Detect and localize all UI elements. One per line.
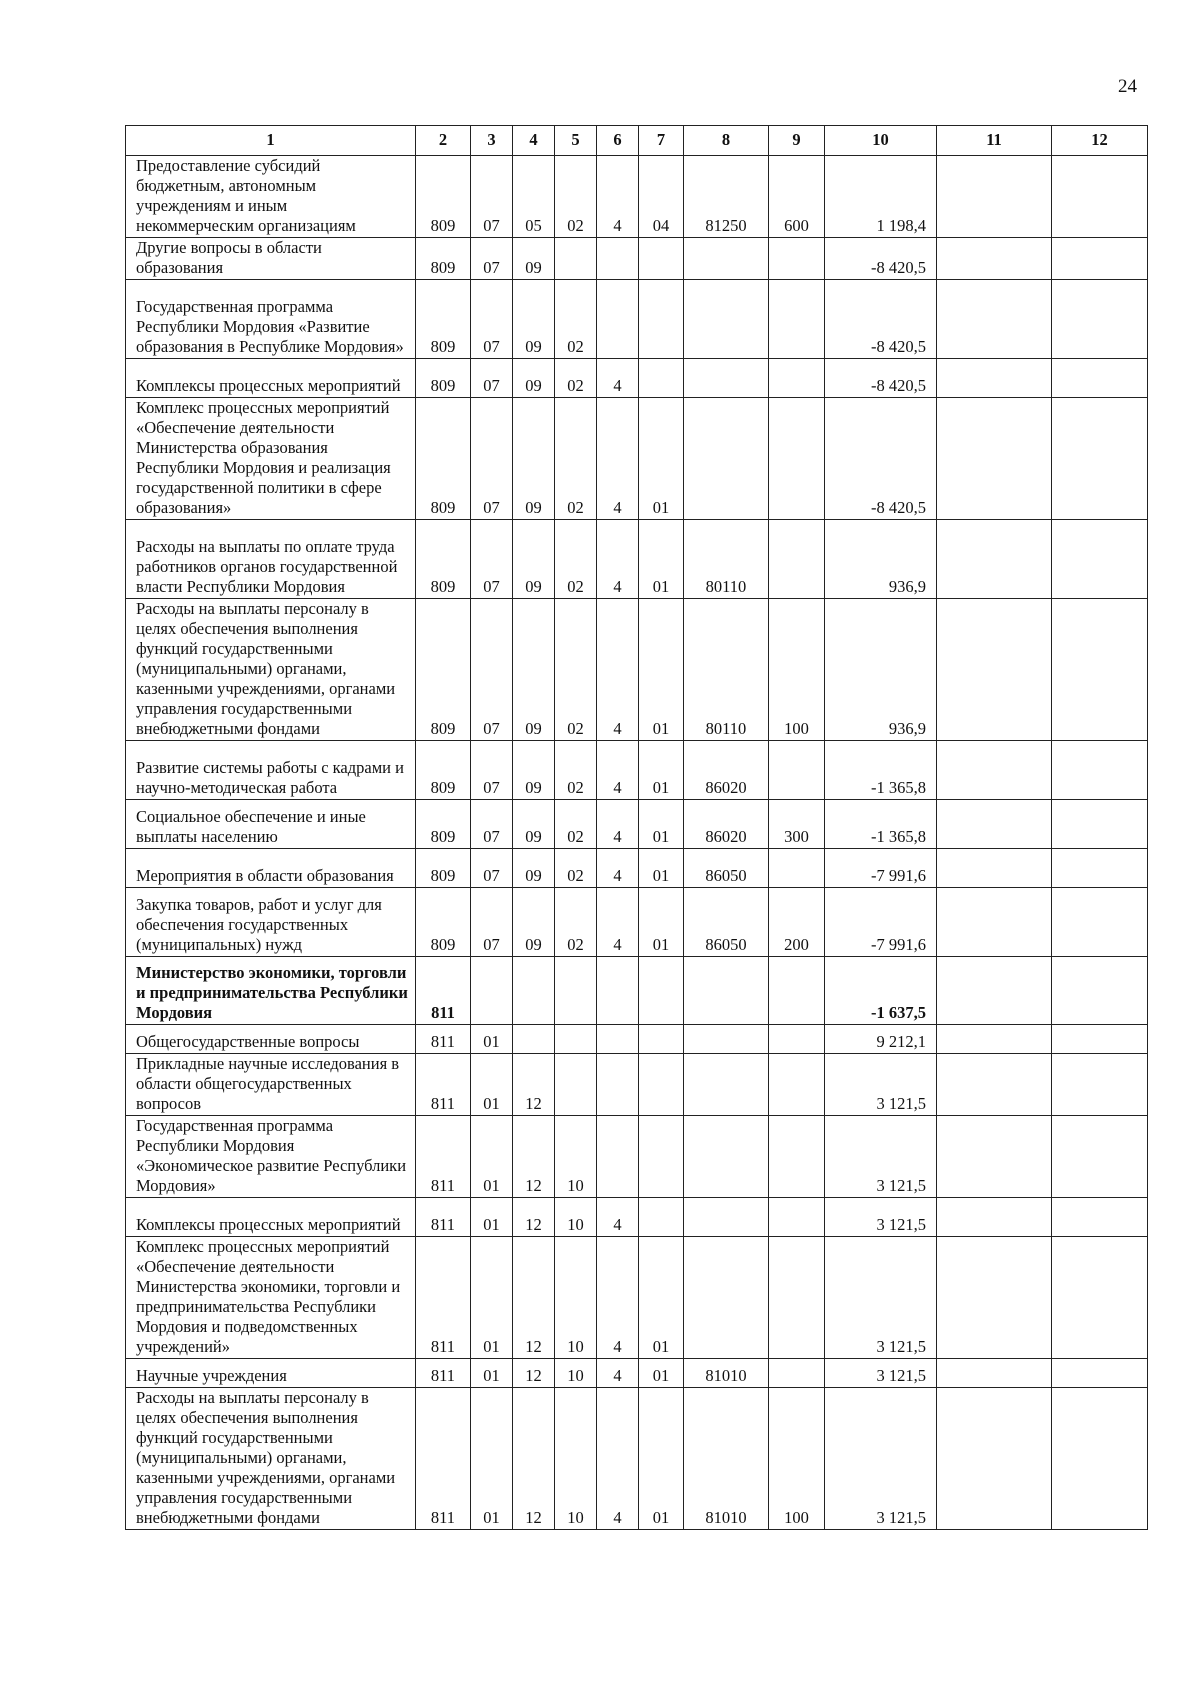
code-cell-c5: 10: [555, 1359, 597, 1388]
code-cell-c9: 300: [769, 800, 825, 849]
code-cell-c7: 01: [639, 1359, 684, 1388]
code-cell-c4: 12: [513, 1116, 555, 1198]
amount-cell: -8 420,5: [825, 280, 937, 359]
code-cell-c9: [769, 741, 825, 800]
code-cell-c7: 01: [639, 599, 684, 741]
table-row: [126, 957, 1148, 1025]
code-cell-c3: 01: [471, 1198, 513, 1237]
empty-cell-c11: [937, 359, 1052, 398]
code-cell-c9: [769, 957, 825, 1025]
code-cell-c9: 600: [769, 156, 825, 238]
empty-cell-c12: [1052, 520, 1148, 599]
table-row: [126, 280, 1148, 359]
code-cell-c2: 811: [416, 1388, 471, 1530]
code-cell-c7: 04: [639, 156, 684, 238]
budget-table: [125, 125, 1148, 1530]
empty-cell-c11: [937, 800, 1052, 849]
code-cell-c8: 81250: [684, 156, 769, 238]
code-cell-c3: [471, 957, 513, 1025]
code-cell-c2: 811: [416, 1025, 471, 1054]
row-name: Закупка товаров, работ и услуг для обеспечения государственных (муниципальных) нужд: [126, 888, 416, 957]
table-row: [126, 1025, 1148, 1054]
code-cell-c8: 86050: [684, 888, 769, 957]
empty-cell-c11: [937, 957, 1052, 1025]
code-cell-c3: 01: [471, 1388, 513, 1530]
column-header-2: 2: [416, 126, 471, 156]
code-cell-c9: [769, 280, 825, 359]
table-row: [126, 800, 1148, 849]
code-cell-c8: 86020: [684, 800, 769, 849]
code-cell-c6: 4: [597, 599, 639, 741]
code-cell-c6: 4: [597, 156, 639, 238]
code-cell-c7: [639, 957, 684, 1025]
table-row: [126, 1237, 1148, 1359]
code-cell-c6: 4: [597, 1359, 639, 1388]
code-cell-c8: [684, 1116, 769, 1198]
code-cell-c8: [684, 1054, 769, 1116]
code-cell-c6: 4: [597, 1198, 639, 1237]
amount-cell: -8 420,5: [825, 398, 937, 520]
code-cell-c3: 07: [471, 359, 513, 398]
code-cell-c9: [769, 398, 825, 520]
amount-cell: 1 198,4: [825, 156, 937, 238]
row-name: Научные учреждения: [126, 1359, 416, 1388]
code-cell-c6: 4: [597, 1237, 639, 1359]
code-cell-c2: 809: [416, 398, 471, 520]
column-header-9: 9: [769, 126, 825, 156]
code-cell-c5: 10: [555, 1116, 597, 1198]
empty-cell-c12: [1052, 359, 1148, 398]
amount-cell: 3 121,5: [825, 1237, 937, 1359]
code-cell-c7: [639, 1054, 684, 1116]
code-cell-c7: 01: [639, 520, 684, 599]
code-cell-c3: 07: [471, 849, 513, 888]
code-cell-c8: 81010: [684, 1359, 769, 1388]
code-cell-c4: 09: [513, 599, 555, 741]
table-row: [126, 359, 1148, 398]
amount-cell: -7 991,6: [825, 849, 937, 888]
code-cell-c7: 01: [639, 800, 684, 849]
code-cell-c6: 4: [597, 1388, 639, 1530]
row-name: Предоставление субсидий бюджетным, автономным учреждениям и иным некоммерческим организациям: [126, 156, 416, 238]
amount-cell: 3 121,5: [825, 1054, 937, 1116]
code-cell-c7: 01: [639, 888, 684, 957]
code-cell-c4: 12: [513, 1359, 555, 1388]
column-header-4: 4: [513, 126, 555, 156]
code-cell-c7: [639, 238, 684, 280]
amount-cell: 3 121,5: [825, 1198, 937, 1237]
code-cell-c4: 09: [513, 280, 555, 359]
code-cell-c6: [597, 1054, 639, 1116]
code-cell-c2: 809: [416, 280, 471, 359]
code-cell-c3: 07: [471, 238, 513, 280]
empty-cell-c12: [1052, 1198, 1148, 1237]
row-name: Государственная программа Республики Мордовия «Развитие образования в Республике Мордовия»: [126, 280, 416, 359]
code-cell-c4: 12: [513, 1388, 555, 1530]
code-cell-c3: 07: [471, 280, 513, 359]
column-header-5: 5: [555, 126, 597, 156]
code-cell-c3: 01: [471, 1116, 513, 1198]
code-cell-c7: [639, 280, 684, 359]
code-cell-c2: 809: [416, 741, 471, 800]
amount-cell: -1 637,5: [825, 957, 937, 1025]
amount-cell: 936,9: [825, 520, 937, 599]
code-cell-c6: 4: [597, 800, 639, 849]
code-cell-c3: 01: [471, 1359, 513, 1388]
code-cell-c6: [597, 280, 639, 359]
code-cell-c4: [513, 957, 555, 1025]
row-name: Комплексы процессных мероприятий: [126, 1198, 416, 1237]
table-row: [126, 1054, 1148, 1116]
code-cell-c9: 100: [769, 599, 825, 741]
code-cell-c6: [597, 957, 639, 1025]
code-cell-c9: [769, 238, 825, 280]
code-cell-c2: 809: [416, 238, 471, 280]
code-cell-c8: [684, 1025, 769, 1054]
empty-cell-c12: [1052, 238, 1148, 280]
table-row: [126, 398, 1148, 520]
code-cell-c3: 07: [471, 888, 513, 957]
empty-cell-c11: [937, 1116, 1052, 1198]
empty-cell-c12: [1052, 156, 1148, 238]
empty-cell-c12: [1052, 888, 1148, 957]
code-cell-c9: [769, 1054, 825, 1116]
empty-cell-c11: [937, 398, 1052, 520]
empty-cell-c11: [937, 156, 1052, 238]
code-cell-c6: [597, 238, 639, 280]
row-name: Развитие системы работы с кадрами и научно-методическая работа: [126, 741, 416, 800]
column-header-7: 7: [639, 126, 684, 156]
table-row: [126, 520, 1148, 599]
code-cell-c2: 809: [416, 359, 471, 398]
code-cell-c8: [684, 1237, 769, 1359]
code-cell-c9: [769, 849, 825, 888]
code-cell-c5: 02: [555, 280, 597, 359]
code-cell-c7: 01: [639, 398, 684, 520]
code-cell-c2: 811: [416, 1237, 471, 1359]
code-cell-c6: 4: [597, 520, 639, 599]
code-cell-c4: 09: [513, 238, 555, 280]
empty-cell-c11: [937, 849, 1052, 888]
code-cell-c9: [769, 1116, 825, 1198]
empty-cell-c11: [937, 520, 1052, 599]
column-header-6: 6: [597, 126, 639, 156]
column-header-1: 1: [126, 126, 416, 156]
code-cell-c4: 09: [513, 398, 555, 520]
empty-cell-c11: [937, 741, 1052, 800]
code-cell-c3: 07: [471, 741, 513, 800]
code-cell-c2: 811: [416, 1116, 471, 1198]
code-cell-c3: 07: [471, 599, 513, 741]
amount-cell: 3 121,5: [825, 1116, 937, 1198]
code-cell-c8: [684, 280, 769, 359]
code-cell-c5: 02: [555, 800, 597, 849]
code-cell-c2: 811: [416, 1198, 471, 1237]
code-cell-c5: 10: [555, 1388, 597, 1530]
code-cell-c3: 07: [471, 520, 513, 599]
row-name: Государственная программа Республики Мордовия «Экономическое развитие Республики Мордовия»: [126, 1116, 416, 1198]
row-name: Комплексы процессных мероприятий: [126, 359, 416, 398]
code-cell-c3: 07: [471, 800, 513, 849]
amount-cell: 936,9: [825, 599, 937, 741]
code-cell-c5: 02: [555, 849, 597, 888]
column-header-12: 12: [1052, 126, 1148, 156]
code-cell-c7: [639, 1116, 684, 1198]
row-name: Социальное обеспечение и иные выплаты населению: [126, 800, 416, 849]
row-name: Расходы на выплаты по оплате труда работников органов государственной власти Республики Мордовия: [126, 520, 416, 599]
code-cell-c4: 09: [513, 849, 555, 888]
code-cell-c6: 4: [597, 888, 639, 957]
code-cell-c4: 12: [513, 1054, 555, 1116]
code-cell-c5: [555, 957, 597, 1025]
code-cell-c4: 09: [513, 741, 555, 800]
code-cell-c2: 809: [416, 849, 471, 888]
code-cell-c6: [597, 1116, 639, 1198]
amount-cell: 3 121,5: [825, 1388, 937, 1530]
code-cell-c8: 81010: [684, 1388, 769, 1530]
code-cell-c4: 12: [513, 1198, 555, 1237]
code-cell-c5: 02: [555, 888, 597, 957]
code-cell-c6: 4: [597, 849, 639, 888]
empty-cell-c12: [1052, 1025, 1148, 1054]
empty-cell-c12: [1052, 398, 1148, 520]
code-cell-c5: 02: [555, 520, 597, 599]
code-cell-c5: 10: [555, 1198, 597, 1237]
code-cell-c4: 12: [513, 1237, 555, 1359]
code-cell-c7: 01: [639, 741, 684, 800]
column-header-3: 3: [471, 126, 513, 156]
code-cell-c3: 01: [471, 1237, 513, 1359]
empty-cell-c12: [1052, 599, 1148, 741]
empty-cell-c12: [1052, 957, 1148, 1025]
empty-cell-c12: [1052, 1359, 1148, 1388]
amount-cell: 3 121,5: [825, 1359, 937, 1388]
code-cell-c2: 809: [416, 599, 471, 741]
code-cell-c9: 200: [769, 888, 825, 957]
code-cell-c9: 100: [769, 1388, 825, 1530]
code-cell-c7: 01: [639, 1388, 684, 1530]
empty-cell-c12: [1052, 849, 1148, 888]
code-cell-c2: 809: [416, 156, 471, 238]
table-header-row: [126, 126, 1148, 156]
empty-cell-c11: [937, 1388, 1052, 1530]
empty-cell-c12: [1052, 800, 1148, 849]
code-cell-c8: 80110: [684, 599, 769, 741]
code-cell-c2: 811: [416, 1054, 471, 1116]
code-cell-c7: [639, 1025, 684, 1054]
row-name: Общегосударственные вопросы: [126, 1025, 416, 1054]
empty-cell-c11: [937, 280, 1052, 359]
code-cell-c3: 01: [471, 1025, 513, 1054]
empty-cell-c12: [1052, 1237, 1148, 1359]
empty-cell-c12: [1052, 1116, 1148, 1198]
code-cell-c5: 02: [555, 398, 597, 520]
code-cell-c8: [684, 238, 769, 280]
code-cell-c8: 86050: [684, 849, 769, 888]
code-cell-c8: [684, 359, 769, 398]
amount-cell: -8 420,5: [825, 238, 937, 280]
code-cell-c5: 10: [555, 1237, 597, 1359]
code-cell-c7: 01: [639, 849, 684, 888]
table-row: [126, 849, 1148, 888]
amount-cell: -7 991,6: [825, 888, 937, 957]
code-cell-c9: [769, 1237, 825, 1359]
amount-cell: -8 420,5: [825, 359, 937, 398]
code-cell-c6: 4: [597, 741, 639, 800]
table-row: [126, 156, 1148, 238]
code-cell-c4: 05: [513, 156, 555, 238]
code-cell-c5: 02: [555, 599, 597, 741]
page-number: 24: [1118, 76, 1137, 97]
table-row: [126, 888, 1148, 957]
amount-cell: -1 365,8: [825, 741, 937, 800]
column-header-11: 11: [937, 126, 1052, 156]
code-cell-c8: 80110: [684, 520, 769, 599]
table-row: [126, 1388, 1148, 1530]
code-cell-c4: 09: [513, 888, 555, 957]
row-name: Мероприятия в области образования: [126, 849, 416, 888]
code-cell-c5: 02: [555, 741, 597, 800]
empty-cell-c11: [937, 1198, 1052, 1237]
code-cell-c4: 09: [513, 359, 555, 398]
empty-cell-c11: [937, 599, 1052, 741]
code-cell-c6: 4: [597, 359, 639, 398]
code-cell-c5: [555, 238, 597, 280]
table-row: [126, 238, 1148, 280]
table-row: [126, 599, 1148, 741]
code-cell-c8: 86020: [684, 741, 769, 800]
code-cell-c8: [684, 957, 769, 1025]
empty-cell-c12: [1052, 741, 1148, 800]
row-name: Министерство экономики, торговли и предпринимательства Республики Мордовия: [126, 957, 416, 1025]
table-row: [126, 1116, 1148, 1198]
empty-cell-c11: [937, 1237, 1052, 1359]
table-row: [126, 1198, 1148, 1237]
empty-cell-c11: [937, 1359, 1052, 1388]
table-body: [126, 156, 1148, 1530]
code-cell-c8: [684, 1198, 769, 1237]
code-cell-c3: 01: [471, 1054, 513, 1116]
amount-cell: 9 212,1: [825, 1025, 937, 1054]
code-cell-c2: 809: [416, 888, 471, 957]
code-cell-c4: 09: [513, 520, 555, 599]
code-cell-c4: [513, 1025, 555, 1054]
table-row: [126, 1359, 1148, 1388]
column-header-8: 8: [684, 126, 769, 156]
row-name: Комплекс процессных мероприятий «Обеспечение деятельности Министерства образования Республики Мордовия и реализация государственной политики в сфере образования»: [126, 398, 416, 520]
code-cell-c8: [684, 398, 769, 520]
empty-cell-c11: [937, 888, 1052, 957]
empty-cell-c12: [1052, 280, 1148, 359]
empty-cell-c11: [937, 238, 1052, 280]
code-cell-c2: 811: [416, 957, 471, 1025]
empty-cell-c11: [937, 1025, 1052, 1054]
row-name: Другие вопросы в области образования: [126, 238, 416, 280]
code-cell-c4: 09: [513, 800, 555, 849]
code-cell-c3: 07: [471, 398, 513, 520]
code-cell-c9: [769, 1359, 825, 1388]
code-cell-c9: [769, 520, 825, 599]
empty-cell-c12: [1052, 1388, 1148, 1530]
code-cell-c5: 02: [555, 156, 597, 238]
empty-cell-c11: [937, 1054, 1052, 1116]
row-name: Прикладные научные исследования в области общегосударственных вопросов: [126, 1054, 416, 1116]
row-name: Комплекс процессных мероприятий «Обеспечение деятельности Министерства экономики, торговли и предпринимательства Республики Мордовия и подведомственных учреждений»: [126, 1237, 416, 1359]
code-cell-c2: 809: [416, 520, 471, 599]
table-row: [126, 741, 1148, 800]
code-cell-c7: 01: [639, 1237, 684, 1359]
code-cell-c5: 02: [555, 359, 597, 398]
code-cell-c7: [639, 359, 684, 398]
code-cell-c9: [769, 359, 825, 398]
code-cell-c9: [769, 1198, 825, 1237]
code-cell-c2: 811: [416, 1359, 471, 1388]
code-cell-c5: [555, 1054, 597, 1116]
code-cell-c6: 4: [597, 398, 639, 520]
code-cell-c2: 809: [416, 800, 471, 849]
code-cell-c6: [597, 1025, 639, 1054]
code-cell-c9: [769, 1025, 825, 1054]
code-cell-c7: [639, 1198, 684, 1237]
row-name: Расходы на выплаты персоналу в целях обеспечения выполнения функций государственными (муниципальными) органами, казенными учреждениями, органами управления государственными внебюджетными фондами: [126, 1388, 416, 1530]
amount-cell: -1 365,8: [825, 800, 937, 849]
column-header-10: 10: [825, 126, 937, 156]
row-name: Расходы на выплаты персоналу в целях обеспечения выполнения функций государственными (муниципальными) органами, казенными учреждениями, органами управления государственными внебюджетными фондами: [126, 599, 416, 741]
code-cell-c3: 07: [471, 156, 513, 238]
code-cell-c5: [555, 1025, 597, 1054]
empty-cell-c12: [1052, 1054, 1148, 1116]
